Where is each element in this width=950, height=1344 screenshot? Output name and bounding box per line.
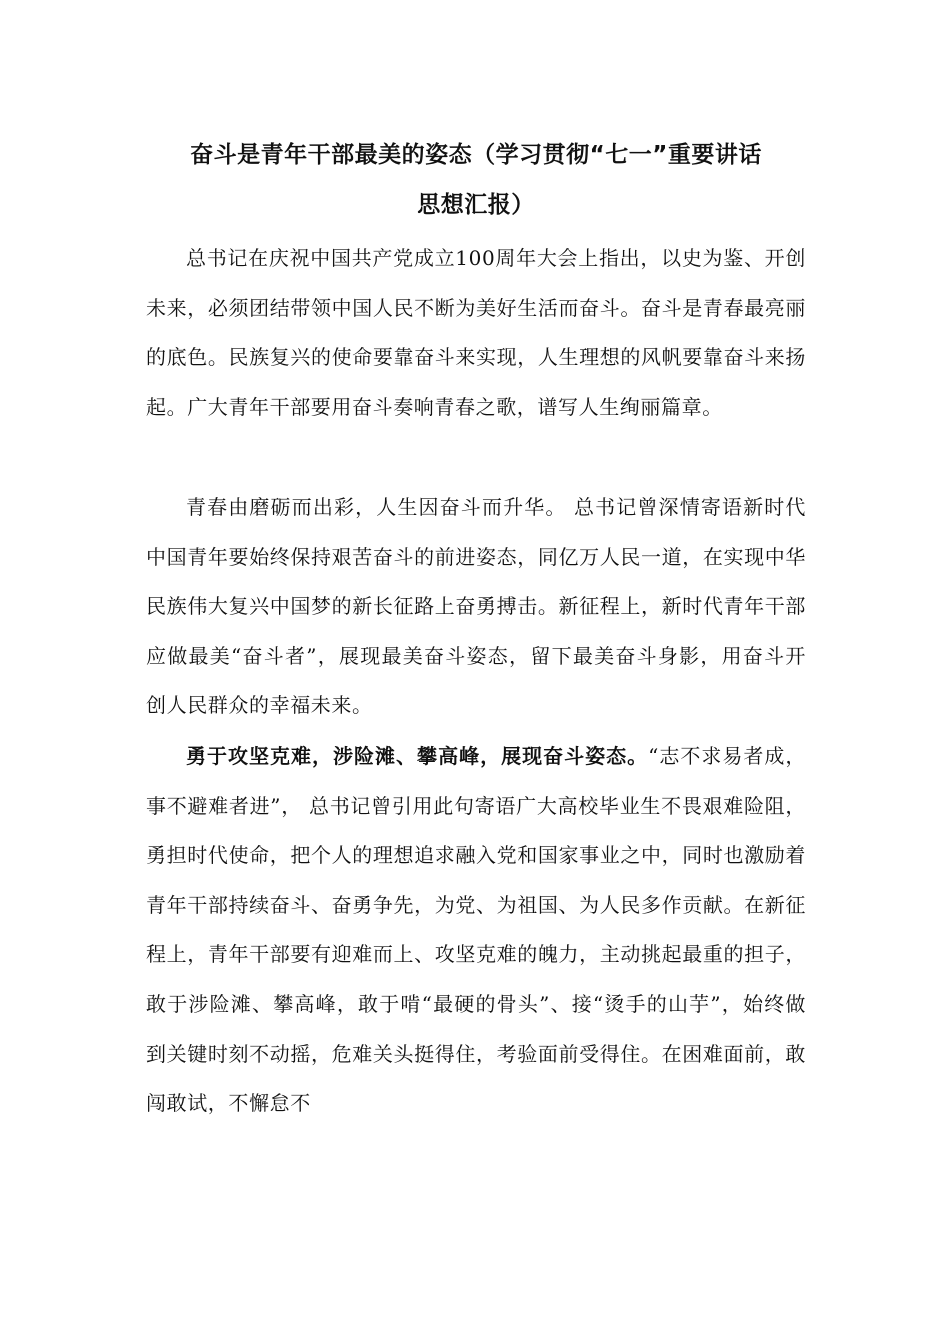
- document-title-line-2: 思想汇报）: [417, 192, 535, 218]
- paragraph-3-body: “志不求易者成，事不避难者进”， 总书记曾引用此句寄语广大高校毕业生不畏艰难险阻，勇担时代使命，把个人的理想追求融入党和国家事业之中，同时也激励着青年干部持续奋斗、奋勇争先，为党、为祖国、为人民多作贡献。在新征程上，青年干部要有迎难而上、攻坚克难的魄力，主动挑起最重的担子，敢于涉险滩、攀高峰，敢于啃“最硬的骨头”、接“烫手的山芋”，始终做到关键时刻不动摇，危难关头挺得住，考验面前受得住。在困难面前，敢闯敢试，不懈怠不: [146, 744, 806, 1116]
- paragraph-2: 青春由磨砺而出彩，人生因奋斗而升华。 总书记曾深情寄语新时代中国青年要始终保持艰苦奋斗的前进姿态，同亿万人民一道，在实现中华民族伟大复兴中国梦的新长征路上奋勇搏击。新征程上，新时代青年干部应做最美“奋斗者”，展现最美奋斗姿态，留下最美奋斗身影，用奋斗开创人民群众的幸福未来。: [146, 495, 806, 718]
- paragraph-3-lead: 勇于攻坚克难，涉险滩、攀高峰，展现奋斗姿态。: [186, 744, 649, 768]
- document-title-line-1: 奋斗是青年干部最美的姿态（学习贯彻“七一”重要讲话: [190, 142, 762, 168]
- paragraph-3: [146, 732, 806, 1129]
- paragraph-1: 总书记在庆祝中国共产党成立100周年大会上指出，以史为鉴、开创未来，必须团结带领中国人民不断为美好生活而奋斗。奋斗是青春最亮丽的底色。民族复兴的使命要靠奋斗来实现，人生理想的风帆要靠奋斗来扬起。广大青年干部要用奋斗奏响青春之歌，谱写人生绚丽篇章。: [146, 246, 806, 419]
